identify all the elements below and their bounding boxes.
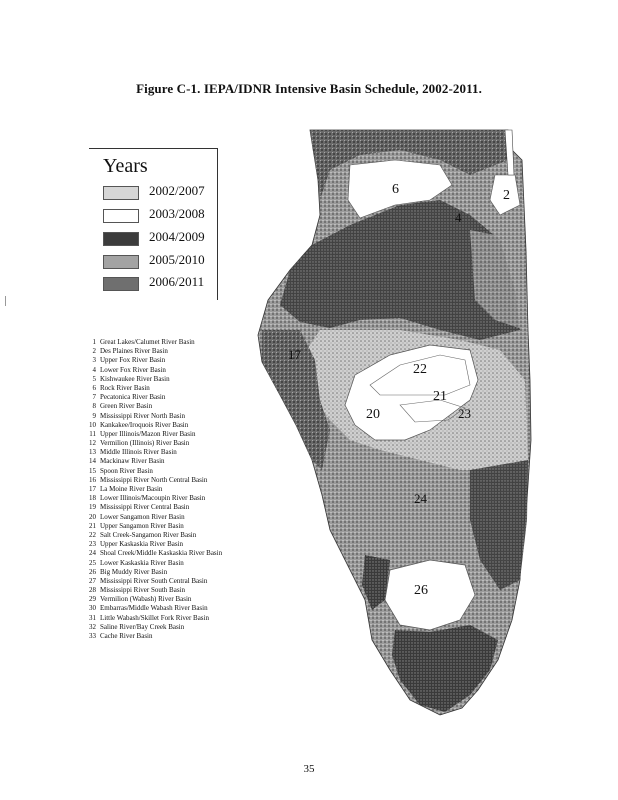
basin-name: Middle Illinois River Basin [100,448,177,457]
basin-number: 7 [92,393,96,402]
basin-number: 11 [89,429,96,438]
basin-name: Lower Illinois/Macoupin River Basin [100,494,206,503]
map-label-24: 24 [414,491,427,506]
basin-name: Pecatonica River Basin [100,393,166,402]
map-label-2: 2 [503,188,510,203]
basin-name: Spoon River Basin [100,466,153,475]
basin-name: Salt Creek-Sangamon River Basin [100,530,197,539]
basin-name: Des Plaines River Basin [100,347,168,356]
map-label-4: 4 [455,210,462,225]
basin-number: 18 [89,494,96,503]
margin-mark [5,296,6,306]
basin-name: Rock River Basin [100,383,150,392]
basin-number: 10 [89,420,96,429]
basin-name: Shoal Creek/Middle Kaskaskia River Basin [100,549,223,558]
basin-number: 17 [89,485,96,493]
basin-name: Kankakee/Iroquois River Basin [100,420,189,429]
basin-name: Lower Fox River Basin [100,365,166,374]
basin-number: 20 [89,512,96,521]
basin-name: Little Wabash/Skillet Fork River Basin [100,613,209,622]
basin-name: Kishwaukee River Basin [100,374,170,383]
legend-label: 2004/2009 [149,229,205,244]
legend-label: 2005/2010 [149,252,205,267]
legend-label: 2003/2008 [149,206,205,221]
basin-number: 33 [89,632,96,640]
map-label-20: 20 [366,407,380,422]
basin-number: 14 [89,457,96,466]
legend-label: 2002/2007 [149,183,205,198]
basin-name: Saline River/Bay Creek Basin [100,622,185,631]
basin-name: Cache River Basin [100,632,153,640]
basin-name: Vermilion (Illinois) River Basin [100,439,190,448]
legend-label: 2006/2011 [149,274,205,289]
basin-number: 23 [89,540,96,549]
basin-number: 21 [89,521,96,530]
page-number: 35 [303,763,315,775]
basin-number: 4 [92,365,96,374]
basin-name: Green River Basin [100,402,153,411]
basin-number: 27 [89,576,96,585]
basin-name: Mississippi River Central Basin [100,503,190,512]
basin-number: 16 [89,475,96,484]
basin-name: Upper Illinois/Mazon River Basin [100,429,196,438]
basin-number: 26 [89,567,96,576]
basin-number: 3 [92,356,96,365]
basin-name: Upper Kaskaskia River Basin [100,540,184,549]
basin-number: 24 [89,549,96,558]
map-label-21: 21 [433,389,447,404]
basin-number: 15 [89,466,96,475]
basin-name: Upper Fox River Basin [100,356,166,365]
basin-name: Great Lakes/Calumet River Basin [100,338,195,346]
basin-number: 32 [89,622,96,631]
basin-name: Mississippi River South Central Basin [100,576,208,585]
basin-number: 28 [89,586,96,595]
basin-name: Mississippi River North Central Basin [100,475,208,484]
basin-name: Embarras/Middle Wabash River Basin [100,604,208,613]
basin-number: 6 [92,383,96,392]
basin-number: 25 [89,558,96,567]
basin-number: 8 [92,402,96,411]
region-2004-south-tip [392,625,498,712]
basin-name: La Moine River Basin [100,485,163,493]
basin-number: 1 [92,338,96,346]
legend-title: Years [103,155,148,177]
basin-number: 29 [89,595,96,604]
basin-name: Upper Sangamon River Basin [100,521,184,530]
basin-name: Lower Kaskaskia River Basin [100,558,184,567]
map-label-17: 17 [288,347,301,362]
basin-number: 5 [92,374,96,383]
map-label-6: 6 [392,182,399,197]
basin-name: Mackinaw River Basin [100,457,165,466]
basin-number: 2 [92,347,96,356]
basin-number: 13 [89,448,96,457]
map-label-26: 26 [414,583,428,598]
basin-name: Mississippi River North Basin [100,411,185,420]
basin-name: Lower Sangamon River Basin [100,512,185,521]
map-label-22: 22 [413,362,427,377]
basin-number: 30 [89,604,96,613]
figure-title: Figure C-1. IEPA/IDNR Intensive Basin Schedule, 2002-2011. [136,81,482,96]
basin-number: 12 [89,439,96,448]
basin-name: Big Muddy River Basin [100,567,168,576]
basin-number: 9 [92,411,96,420]
basin-number: 22 [89,530,96,539]
basin-number: 31 [89,613,96,622]
basin-name: Vermilion (Wabash) River Basin [100,595,192,604]
basin-name: Mississippi River South Basin [100,586,185,595]
basin-number: 19 [89,503,96,512]
map-label-23: 23 [458,406,471,421]
